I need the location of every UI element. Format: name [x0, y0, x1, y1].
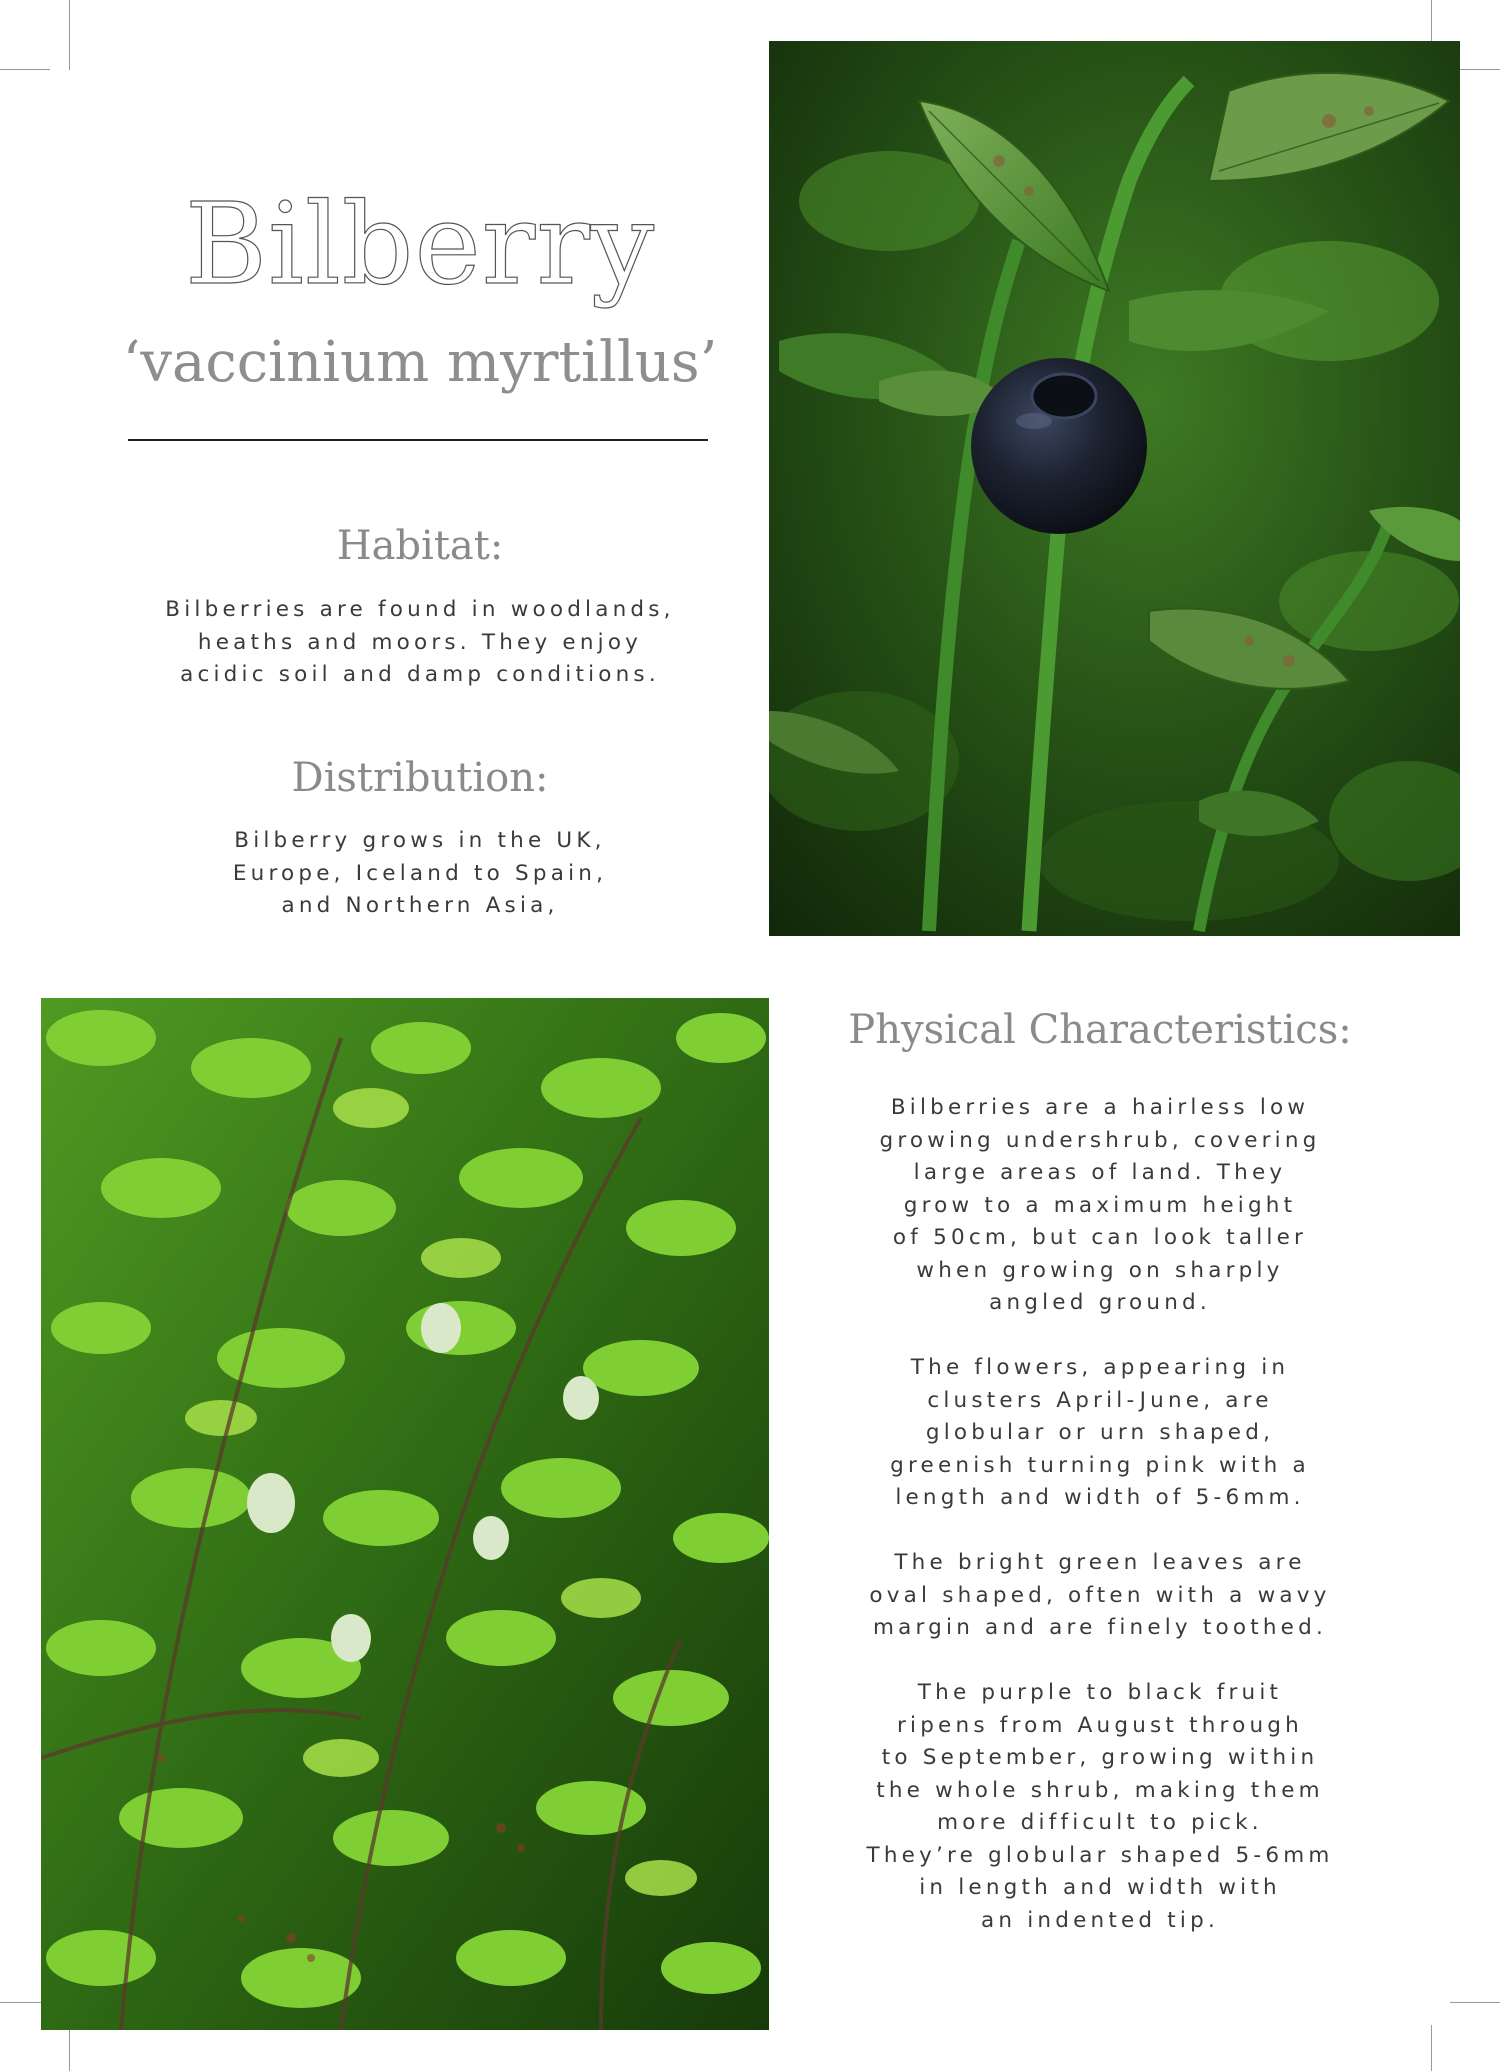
physical-line: Bilberries are a hairless low [890, 1095, 1310, 1120]
physical-line: greenish turning pink with a [890, 1452, 1310, 1478]
physical-line: more difficult to pick. [937, 1810, 1263, 1835]
distribution-line: and Northern Asia, [281, 893, 559, 918]
physical-line: clusters April-June, are [927, 1387, 1273, 1413]
crop-mark [1450, 2002, 1500, 2003]
latin-name: ‘vaccinium myrtillus’ [122, 330, 718, 395]
crop-mark [69, 0, 70, 70]
physical-line: oval shaped, often with a wavy [869, 1582, 1331, 1608]
habitat-text [100, 594, 740, 692]
distribution-line: Bilberry grows in the UK, [234, 828, 606, 853]
title-divider [128, 439, 708, 441]
bilberry-bush-photo [41, 998, 769, 2030]
physical-line: margin and are finely toothed. [873, 1615, 1327, 1640]
physical-line: an indented tip. [981, 1907, 1219, 1933]
physical-line: globular or urn shaped, [925, 1420, 1275, 1445]
habitat-heading: Habitat: [336, 523, 504, 569]
distribution-line: Europe, Iceland to Spain, [232, 860, 608, 886]
physical-line: grow to a maximum height [903, 1192, 1297, 1218]
physical-paragraph [800, 1352, 1400, 1515]
physical-line: The flowers, appearing in [910, 1355, 1290, 1380]
physical-paragraph [800, 1677, 1400, 1937]
physical-line: of 50cm, but can look taller [892, 1225, 1308, 1250]
physical-line: large areas of land. They [913, 1160, 1287, 1185]
physical-text [800, 1092, 1400, 1937]
crop-mark [1431, 2025, 1432, 2071]
crop-mark [69, 2025, 70, 2071]
habitat-line: Bilberries are found in woodlands, [165, 597, 675, 622]
distribution-heading: Distribution: [291, 755, 549, 801]
physical-line: The purple to black fruit [917, 1680, 1283, 1705]
physical-line: when growing on sharply [916, 1257, 1284, 1283]
physical-line: angled ground. [989, 1290, 1211, 1315]
habitat-line: acidic soil and damp conditions. [180, 662, 660, 687]
crop-mark [1431, 0, 1432, 45]
distribution-text [100, 825, 740, 923]
habitat-line: heaths and moors. They enjoy [197, 629, 643, 655]
page-title: Bilberry [184, 180, 656, 310]
physical-line: ripens from August through [897, 1712, 1303, 1738]
physical-line: to September, growing within [881, 1745, 1319, 1770]
physical-paragraph [800, 1547, 1400, 1645]
physical-line: The bright green leaves are [894, 1550, 1306, 1575]
physical-line: in length and width with [919, 1875, 1281, 1900]
physical-line: the whole shrub, making them [876, 1777, 1324, 1803]
physical-paragraph [800, 1092, 1400, 1320]
physical-heading: Physical Characteristics: [848, 1007, 1352, 1053]
bilberry-fruit-photo [769, 41, 1460, 936]
physical-line: They’re globular shaped 5-6mm [866, 1842, 1334, 1868]
physical-line: growing undershrub, covering [879, 1127, 1321, 1153]
physical-line: length and width of 5-6mm. [895, 1485, 1305, 1510]
crop-mark [0, 69, 50, 70]
